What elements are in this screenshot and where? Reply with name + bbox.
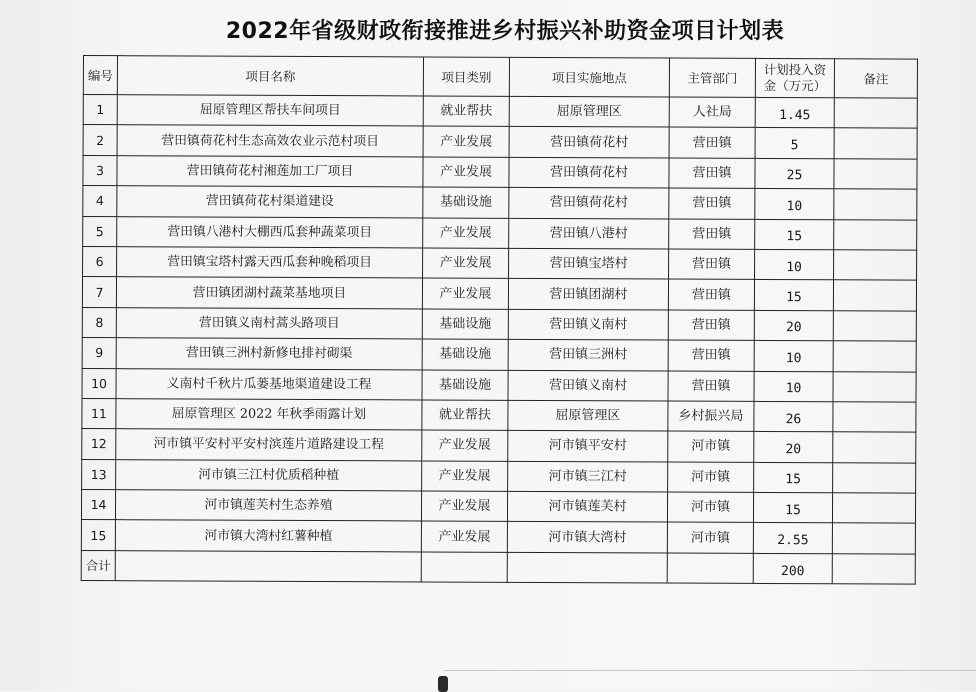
cell-department: 营田镇 xyxy=(669,127,755,158)
table-row xyxy=(82,277,916,311)
header-remarks: 备注 xyxy=(834,59,917,98)
cell-department: 乡村振兴局 xyxy=(668,401,754,432)
cell-category: 产业发展 xyxy=(423,126,509,157)
cell-no: 2 xyxy=(83,125,117,156)
cell-remarks xyxy=(834,159,917,190)
cell-department: 营田镇 xyxy=(668,310,754,341)
cell-department: 营田镇 xyxy=(668,340,754,371)
cell-funds: 15 xyxy=(754,462,833,493)
table-row xyxy=(83,155,917,189)
cell-location: 河市镇莲芙村 xyxy=(507,491,667,522)
scan-edge-line xyxy=(444,670,976,671)
cell-department: 人社局 xyxy=(669,97,755,128)
cell-no: 10 xyxy=(82,368,116,399)
cell-remarks xyxy=(834,128,917,159)
cell-location: 营田镇义南村 xyxy=(508,370,668,401)
total-empty-name xyxy=(115,551,421,583)
cell-funds: 20 xyxy=(754,310,833,341)
cell-no: 9 xyxy=(82,338,116,369)
table-row xyxy=(82,338,916,372)
table-row xyxy=(83,246,917,280)
cell-category: 产业发展 xyxy=(423,157,509,188)
header-category: 项目类别 xyxy=(423,57,509,96)
header-funds-line2: 金（万元） xyxy=(763,77,827,94)
cell-category: 基础设施 xyxy=(422,339,508,370)
cell-remarks xyxy=(833,462,916,493)
cell-remarks xyxy=(834,98,917,129)
cell-location: 屈原管理区 xyxy=(509,96,669,127)
cell-location: 营田镇义南村 xyxy=(508,309,668,340)
cell-remarks xyxy=(833,432,916,463)
cell-department: 营田镇 xyxy=(669,188,755,219)
cell-department: 河市镇 xyxy=(668,462,754,493)
cell-name: 营田镇荷花村生态高效农业示范村项目 xyxy=(117,125,423,157)
cell-category: 基础设施 xyxy=(422,369,508,400)
cell-location: 营田镇荷花村 xyxy=(509,188,669,219)
cell-category: 基础设施 xyxy=(422,309,508,340)
header-funds xyxy=(755,58,834,97)
cell-no: 7 xyxy=(82,277,116,308)
cell-department: 营田镇 xyxy=(669,219,755,250)
cell-funds: 10 xyxy=(754,341,833,372)
cell-location: 河市镇三江村 xyxy=(508,461,668,492)
table-row xyxy=(82,459,916,493)
cell-remarks xyxy=(834,189,917,220)
cell-remarks xyxy=(833,371,916,402)
cell-location: 河市镇大湾村 xyxy=(507,522,667,553)
table-row xyxy=(83,95,917,129)
cell-funds: 15 xyxy=(755,219,834,250)
header-name: 项目名称 xyxy=(117,56,423,96)
cell-location: 屈原管理区 xyxy=(508,400,668,431)
document-title: 2022年省级财政衔接推进乡村振兴补助资金项目计划表 xyxy=(225,19,785,44)
table-row xyxy=(83,125,917,159)
cell-location: 营田镇宝塔村 xyxy=(509,248,669,279)
cell-location: 营田镇团湖村 xyxy=(508,279,668,310)
total-empty-department xyxy=(667,553,753,584)
cell-funds: 10 xyxy=(755,249,834,280)
cell-no: 3 xyxy=(83,155,117,186)
cell-remarks xyxy=(833,402,916,433)
cell-location: 营田镇三洲村 xyxy=(508,339,668,370)
cell-name: 营田镇宝塔村露天西瓜套种晚稻项目 xyxy=(117,247,423,279)
total-empty-remarks xyxy=(832,554,915,585)
cell-no: 8 xyxy=(82,307,116,338)
total-empty-category xyxy=(421,552,507,583)
cell-name: 营田镇荷花村湘莲加工厂项目 xyxy=(117,155,423,187)
cell-category: 产业发展 xyxy=(422,430,508,461)
table-row xyxy=(81,520,915,554)
cell-department: 河市镇 xyxy=(668,431,754,462)
cell-funds: 25 xyxy=(755,158,834,189)
table-row xyxy=(81,490,915,524)
cell-remarks xyxy=(834,250,917,281)
cell-category: 基础设施 xyxy=(423,187,509,218)
total-empty-location xyxy=(507,552,667,583)
cell-funds: 1.45 xyxy=(755,97,834,128)
cell-funds: 15 xyxy=(754,280,833,311)
cell-no: 6 xyxy=(83,246,117,277)
cell-category: 产业发展 xyxy=(422,461,508,492)
header-department: 主管部门 xyxy=(669,58,755,97)
total-label: 合计 xyxy=(81,550,115,581)
cell-category: 产业发展 xyxy=(423,218,509,249)
cell-department: 河市镇 xyxy=(667,492,753,523)
cell-name: 河市镇大湾村红薯种植 xyxy=(115,520,421,552)
cell-name: 河市镇莲芙村生态养殖 xyxy=(115,490,421,522)
cell-department: 河市镇 xyxy=(667,523,753,554)
cell-name: 营田镇荷花村渠道建设 xyxy=(117,186,423,218)
cell-name: 营田镇义南村蒿头路项目 xyxy=(116,307,422,339)
cell-name: 屈原管理区帮扶车间项目 xyxy=(117,95,423,127)
project-plan-table xyxy=(81,55,918,585)
cell-name: 河市镇平安村平安村滨莲片道路建设工程 xyxy=(116,429,422,461)
cell-funds: 15 xyxy=(753,493,832,524)
cell-department: 营田镇 xyxy=(669,249,755,280)
total-row xyxy=(81,550,915,584)
total-funds: 200 xyxy=(753,553,832,584)
cell-funds: 10 xyxy=(755,189,834,220)
cell-funds: 10 xyxy=(754,371,833,402)
cell-category: 就业帮扶 xyxy=(422,400,508,431)
cell-category: 产业发展 xyxy=(421,491,507,522)
cell-remarks xyxy=(832,523,915,554)
cell-name: 屈原管理区 2022 年秋季雨露计划 xyxy=(116,399,422,431)
cell-no: 1 xyxy=(83,95,117,126)
table-row xyxy=(83,216,917,250)
cell-department: 营田镇 xyxy=(669,158,755,189)
cell-location: 营田镇八港村 xyxy=(509,218,669,249)
table-row xyxy=(82,398,916,432)
cell-remarks xyxy=(832,493,915,524)
cell-remarks xyxy=(833,311,916,342)
cell-name: 河市镇三江村优质稻种植 xyxy=(116,459,422,491)
table-row xyxy=(83,186,917,220)
table-header-row xyxy=(83,56,917,99)
table-row xyxy=(82,307,916,341)
cell-no: 11 xyxy=(82,398,116,429)
cell-funds: 26 xyxy=(754,401,833,432)
table-row xyxy=(82,368,916,402)
cell-no: 5 xyxy=(83,216,117,247)
cell-category: 产业发展 xyxy=(422,278,508,309)
cell-remarks xyxy=(833,341,916,372)
cell-name: 营田镇团湖村蔬菜基地项目 xyxy=(116,277,422,309)
cell-remarks xyxy=(833,280,916,311)
cell-no: 13 xyxy=(82,459,116,490)
cell-location: 营田镇荷花村 xyxy=(509,127,669,158)
cell-funds: 5 xyxy=(755,128,834,159)
cell-no: 12 xyxy=(82,429,116,460)
header-funds-line1: 计划投入资 xyxy=(763,61,827,78)
cell-location: 河市镇平安村 xyxy=(508,431,668,462)
cell-no: 14 xyxy=(81,490,115,521)
cell-category: 产业发展 xyxy=(421,521,507,552)
header-location: 项目实施地点 xyxy=(509,57,669,97)
cell-funds: 20 xyxy=(754,432,833,463)
table-row xyxy=(82,429,916,463)
header-no: 编号 xyxy=(83,56,117,95)
cell-name: 义南村千秋片瓜蒌基地渠道建设工程 xyxy=(116,368,422,400)
cell-location: 营田镇荷花村 xyxy=(509,157,669,188)
cell-name: 营田镇八港村大棚西瓜套种蔬菜项目 xyxy=(117,216,423,248)
cell-remarks xyxy=(834,219,917,250)
cell-category: 就业帮扶 xyxy=(423,96,509,127)
cell-department: 营田镇 xyxy=(668,279,754,310)
cell-no: 15 xyxy=(81,520,115,551)
cell-department: 营田镇 xyxy=(668,371,754,402)
cell-category: 产业发展 xyxy=(423,248,509,279)
cell-no: 4 xyxy=(83,186,117,217)
cell-funds: 2.55 xyxy=(753,523,832,554)
cell-name: 营田镇三洲村新修电排衬砌渠 xyxy=(116,338,422,370)
